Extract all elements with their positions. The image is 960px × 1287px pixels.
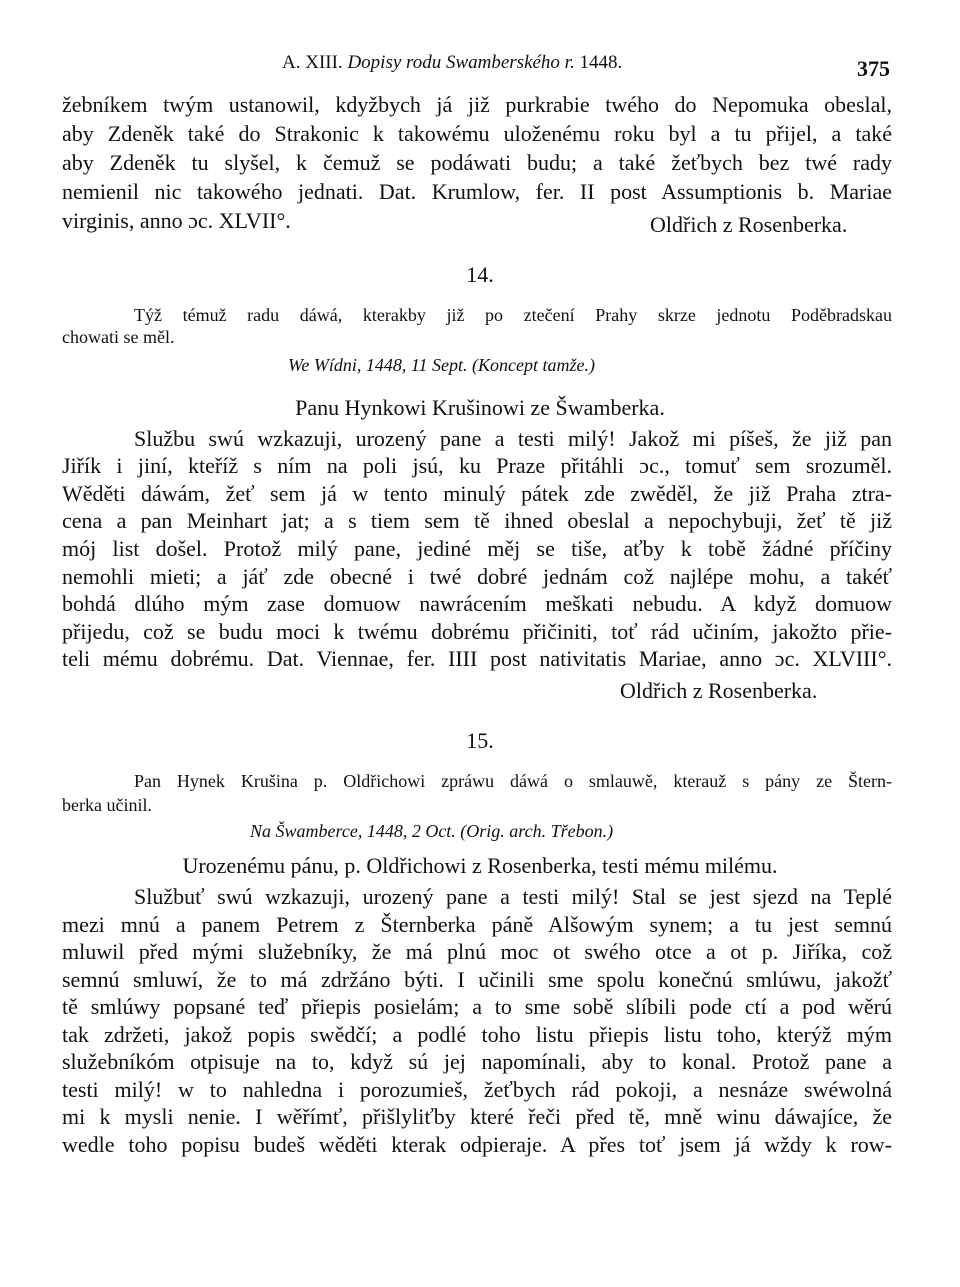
header-year: 1448.	[579, 52, 623, 73]
header-section: A. XIII.	[282, 52, 343, 73]
text-line: virginis, anno ɔc. XLVII°.	[62, 208, 291, 233]
place-date: Na Šwamberce, 1448, 2 Oct. (Orig. arch. Třebon.)	[250, 821, 614, 841]
signature: Oldřich z Rosenberka.	[620, 678, 818, 703]
letter-address: Urozenému pánu, p. Oldřichowi z Rosenberka, testi mému milému.	[182, 853, 778, 878]
text-line: nemienil nic takowého jednati. Dat. Krumlow, fer. II post Assumptionis b. Mariae	[62, 179, 892, 204]
letter-number: 15.	[466, 728, 494, 753]
text-line: služebníkóm otpisuje na to, když sú jej napomínali, aby to konal. Protož pane a	[62, 1049, 892, 1074]
letter-summary: berka učinil.	[62, 795, 152, 815]
text-line: Jiřík i jiní, kteříž s ním na poli jsú, ku Praze přitáhli ɔc., tomuť sem srozuměl.	[62, 453, 892, 478]
place-date: We Wídni, 1448, 11 Sept. (Koncept tamže.)	[288, 355, 595, 375]
text-line: cena a pan Meinhart jat; a s tiem sem tě ihned obeslal a nepochybuji, žeť tě již	[62, 508, 892, 533]
letter-summary: Týž témuž radu dáwá, kterakby již po ztečení Prahy skrze jednotu Poděbradskau	[134, 305, 892, 325]
header-title	[282, 52, 622, 74]
text-line: aby Zdeněk tu slyšel, k čemuž se podáwati budu; a také žeťbych bez twé rady	[62, 150, 892, 175]
header-work-title: Dopisy rodu Swamberského r.	[347, 52, 575, 73]
text-line: bohdá dlúho mým zase domuow nawrácením meškati nebudu. A když domuow	[62, 591, 892, 616]
text-line: teli mému dobrému. Dat. Viennae, fer. IIII post nativitatis Mariae, anno ɔc. XLVIII°.	[62, 646, 892, 671]
text-line: žebníkem twým ustanowil, kdyžbych já již purkrabie twého do Nepomuka obeslal,	[62, 92, 892, 117]
running-header	[0, 52, 960, 82]
letter-summary: Pan Hynek Krušina p. Oldřichowi zpráwu dáwá o smlauwě, kterauž s pány ze Štern-	[134, 771, 892, 791]
text-line: přijedu, což se budu moci k twému dobrému přičiniti, toť rád učiním, jakožto přie-	[62, 619, 892, 644]
text-line: Službuť swú wzkazuji, urozený pane a testi milý! Stal se jest sjezd na Teplé	[134, 884, 892, 909]
text-line: tě smlúwy popsané teď přiepis posielám; a to sme sobě slíbili pode ctí a pod wěrú	[62, 994, 892, 1019]
text-line: mi k mysli nenie. I wěřímť, přišlyliťby které řeči před tě, mně winu dáwajíce, že	[62, 1104, 892, 1129]
text-line: aby Zdeněk také do Strakonic k takowému uloženému roku byl a tu přijel, a také	[62, 121, 892, 146]
text-line: Wěděti dáwám, žeť sem já w tento minulý pátek zde zwěděl, že již Praha ztra-	[62, 481, 892, 506]
text-line: mluwil před mými služebníky, že má plnú moc ot swého otce a ot p. Jiříka, což	[62, 939, 892, 964]
text-line: mój list došel. Protož milý pane, jediné měj se tiše, aťby k tobě žádné příčiny	[62, 536, 892, 561]
text-line: testi milý! w to nahledna i porozumieš, žeťbych rád pokoji, a nesnáze swéwolná	[62, 1077, 892, 1102]
text-line: Službu swú wzkazuji, urozený pane a testi milý! Jakož mi píšeš, že již pan	[134, 426, 892, 451]
signature: Oldřich z Rosenberka.	[650, 212, 848, 237]
text-line: tak zdržeti, jakož popis swědčí; a podlé toho listu přiepis listu toho, kterýž mým	[62, 1022, 892, 1047]
page-number: 375	[857, 56, 890, 81]
letter-address: Panu Hynkowi Krušinowi ze Šwamberka.	[295, 395, 665, 420]
letter-summary: chowati se měl.	[62, 327, 175, 347]
text-line: nemohli mieti; a jáť zde obecné i twé dobré jednám což najlépe mohu, a takéť	[62, 564, 892, 589]
text-line: semnú smluwí, že to má zdržáno býti. I učinili sme spolu konečnú smlúwu, jakožť	[62, 967, 892, 992]
letter-number: 14.	[466, 262, 494, 287]
text-line: mezi mnú a panem Petrem z Šternberka páně Alšowým synem; a tu jest semnú	[62, 912, 892, 937]
text-line: wedle toho popisu budeš wěděti kterak odpieraje. A přes toť jsem já wždy k row-	[62, 1132, 892, 1157]
